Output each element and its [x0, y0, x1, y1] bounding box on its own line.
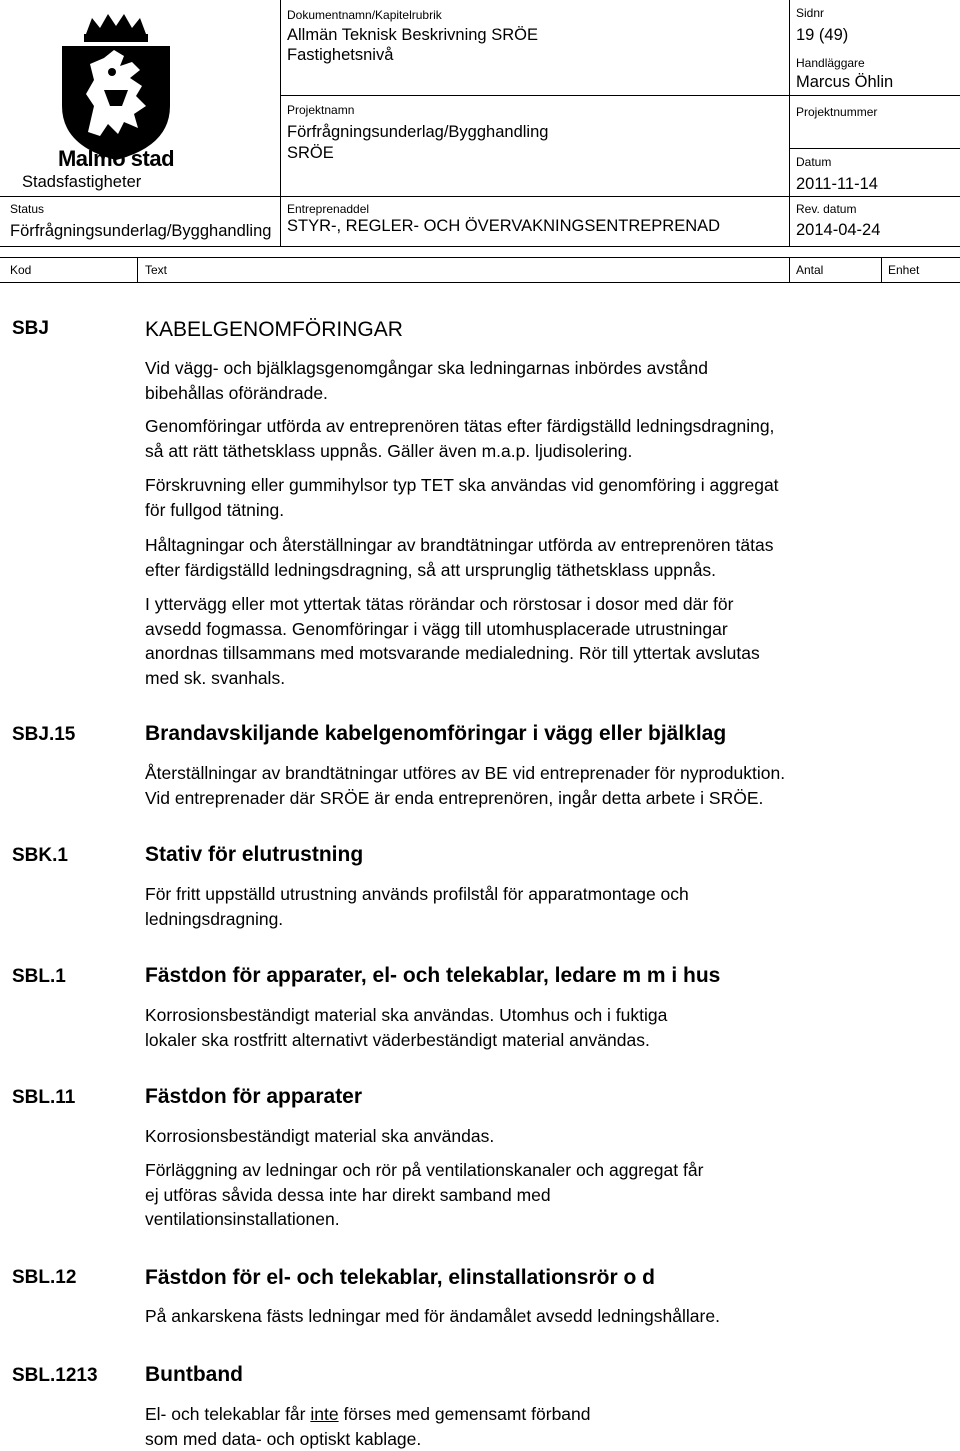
paragraph: Korrosionsbeständigt material ska användas. [145, 1126, 495, 1146]
date-label: Datum [796, 155, 832, 169]
rev-date-value: 2014-04-24 [796, 221, 881, 239]
column-enhet: Enhet [888, 263, 920, 277]
section-code: SBJ [12, 318, 49, 339]
paragraph: På ankarskena fästs ledningar med för ändamålet avsedd ledningshållare. [145, 1306, 720, 1326]
section-code: SBL.11 [12, 1087, 76, 1108]
malmo-coat-of-arms-logo [48, 10, 184, 166]
section-title: KABELGENOMFÖRINGAR [145, 318, 403, 341]
project-number-label: Projektnummer [796, 105, 878, 119]
paragraph: Återställningar av brandtätningar utföres av BE vid entreprenader för nyproduktion. Vid entreprenader där SRÖE är enda entreprenören, ingår detta arbete i SRÖE. [145, 763, 786, 808]
status-label: Status [10, 202, 45, 216]
paragraph: Genomföringar utförda av entreprenören tätas efter färdigställd ledningsdragning, så att rätt täthetsklass uppnås. Gäller även m.a.p. ljudisolering. [145, 416, 775, 461]
paragraph: I yttervägg eller mot yttertak tätas rörändar och rörstosar i dosor med där för avsedd fogmassa. Genomföringar i vägg till utomhusplacerade utrustningar anordnas tillsammans med motsvarande medialedning. Rör till yttertak avslutas med sk. svanhals. [145, 594, 760, 688]
section-code: SBL.1 [12, 966, 66, 987]
rev-date-label: Rev. datum [796, 202, 857, 216]
paragraph: För fritt uppställd utrustning används profilstål för apparatmontage och ledningsdragning. [145, 884, 689, 929]
section-title: Buntband [145, 1363, 243, 1386]
doc-title-line1: Allmän Teknisk Beskrivning SRÖE [287, 26, 538, 44]
section-title: Brandavskiljande kabelgenomföringar i vägg eller bjälklag [145, 722, 727, 745]
logo-wordmark: Malmö stad [57, 146, 175, 171]
section-title: Fästdon för apparater, el- och telekablar, ledare m m i hus [145, 964, 721, 987]
section-title: Stativ för elutrustning [145, 843, 364, 866]
date-value: 2011-11-14 [796, 175, 878, 193]
paragraph: Förskruvning eller gummihylsor typ TET ska användas vid genomföring i aggregat för fullgod tätning. [145, 475, 779, 520]
paragraph: Håltagningar och återställningar av brandtätningar utförda av entreprenören tätas efter färdigställd ledningsdragning, så att ursprunglig täthetsklass uppnås. [145, 535, 774, 580]
section-code: SBJ.15 [12, 724, 76, 745]
page-number: 19 (49) [796, 26, 849, 44]
project-name-line2: SRÖE [287, 144, 334, 162]
section-title: Fästdon för el- och telekablar, elinstallationsrör o d [145, 1266, 655, 1289]
org-name: Stadsfastigheter [22, 173, 142, 191]
handler-label: Handläggare [796, 56, 865, 70]
project-label: Projektnamn [287, 103, 355, 117]
section-code: SBK.1 [12, 845, 68, 866]
doc-title-line2: Fastighetsnivå [287, 46, 394, 64]
paragraph: Vid vägg- och bjälklagsgenomgångar ska ledningarnas inbördes avstånd bibehållas oförändrade. [145, 358, 708, 403]
contract-value: STYR-, REGLER- OCH ÖVERVAKNINGSENTREPRENAD [287, 217, 721, 235]
page-label: Sidnr [796, 6, 825, 20]
project-name-line1: Förfrågningsunderlag/Bygghandling [287, 123, 549, 141]
paragraph: Korrosionsbeständigt material ska användas. Utomhus och i fuktiga lokaler ska rostfritt alternativt väderbeständigt material användas. [145, 1005, 668, 1050]
contract-label: Entreprenaddel [287, 202, 370, 216]
status-value: Förfrågningsunderlag/Bygghandling [10, 222, 272, 240]
column-text: Text [145, 263, 168, 277]
section-code: SBL.12 [12, 1267, 77, 1288]
section-code: SBL.1213 [12, 1365, 98, 1386]
handler-name: Marcus Öhlin [796, 73, 894, 91]
column-kod: Kod [10, 263, 32, 277]
column-antal: Antal [796, 263, 824, 277]
section-title: Fästdon för apparater [145, 1085, 363, 1108]
doc-label: Dokumentnamn/Kapitelrubrik [287, 8, 442, 22]
paragraph: El- och telekablar får inte förses med gemensamt förband som med data- och optiskt kablage. [145, 1404, 591, 1449]
paragraph: Förläggning av ledningar och rör på ventilationskanaler och aggregat får ej utföras såvida dessa inte har direkt samband med ventilationsinstallationen. [145, 1160, 704, 1229]
